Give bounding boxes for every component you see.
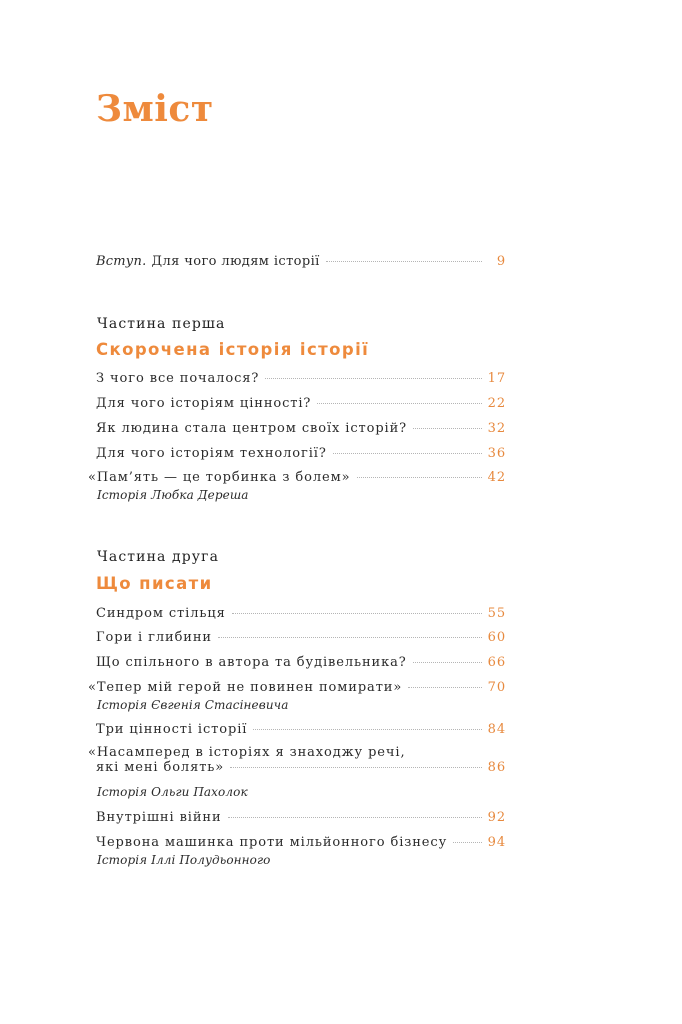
- toc-entry-title-line1: «Насамперед в історіях я знаходжу речі,: [88, 745, 406, 760]
- page-number: 60: [487, 630, 506, 645]
- toc-entry[interactable]: [88, 680, 506, 695]
- toc-entry[interactable]: [96, 606, 506, 621]
- dot-leader: [218, 637, 482, 638]
- page-number: 92: [487, 810, 506, 825]
- dot-leader: [413, 428, 482, 429]
- toc-entry-author: Історія Євгенія Стасіневича: [97, 698, 289, 712]
- page-number: 17: [487, 371, 506, 386]
- toc-entry-title: Гори і глибини: [96, 630, 212, 645]
- page-number: 66: [487, 655, 506, 670]
- page-number: 84: [487, 722, 506, 737]
- dot-leader: [253, 729, 481, 730]
- toc-entry-title: Внутрішні війни: [96, 810, 222, 825]
- toc-entry-title: Як людина стала центром своїх історій?: [96, 421, 408, 436]
- toc-entry-author: Історія Ольги Пахолок: [97, 785, 248, 799]
- part-title: Скорочена історія історії: [96, 340, 370, 359]
- toc-entry[interactable]: [88, 470, 506, 485]
- toc-entry-title: З чого все почалося?: [96, 371, 260, 386]
- intro-rest: Для чого людям історії: [151, 254, 320, 269]
- toc-entry-title: Що спільного в автора та будівельника?: [96, 655, 407, 670]
- dot-leader: [228, 817, 482, 818]
- page-number: 55: [487, 606, 506, 621]
- dot-leader: [408, 687, 481, 688]
- toc-entry[interactable]: [96, 446, 506, 461]
- dot-leader: [357, 477, 482, 478]
- page-number: 42: [487, 470, 506, 485]
- toc-entry-title: «Пам’ять — це торбинка з болем»: [88, 470, 351, 485]
- toc-entry-title: [96, 254, 320, 269]
- dot-leader: [326, 261, 482, 262]
- dot-leader: [317, 403, 481, 404]
- toc-entry[interactable]: [96, 421, 506, 436]
- page-number: 70: [487, 680, 506, 695]
- toc-entry[interactable]: [96, 371, 506, 386]
- toc-entry[interactable]: [96, 835, 506, 850]
- dot-leader: [265, 378, 481, 379]
- toc-entry-title-line2: які мені болять»: [96, 760, 225, 775]
- dot-leader: [453, 842, 482, 843]
- toc-entry-title: Для чого історіям цінності?: [96, 396, 312, 411]
- page-number: 22: [487, 396, 506, 411]
- page-number: 32: [487, 421, 506, 436]
- toc-entry[interactable]: [96, 630, 506, 645]
- dot-leader: [232, 613, 482, 614]
- toc-entry-title: Для чого історіям технології?: [96, 446, 327, 461]
- page-number: 94: [487, 835, 506, 850]
- page-title: Зміст: [96, 88, 214, 130]
- toc-entry-author: Історія Любка Дереша: [97, 488, 249, 502]
- page-number: 36: [487, 446, 506, 461]
- toc-entry[interactable]: [96, 655, 506, 670]
- dot-leader: [333, 453, 482, 454]
- toc-entry[interactable]: [96, 810, 506, 825]
- page-number: 86: [487, 760, 506, 775]
- part-label: Частина перша: [97, 316, 226, 332]
- intro-lead: Вступ.: [96, 254, 147, 269]
- toc-entry-title: Синдром стільця: [96, 606, 226, 621]
- toc-entry-multiline[interactable]: [88, 745, 506, 775]
- toc-entry-title: Червона машинка проти мільйонного бізнесу: [96, 835, 448, 850]
- page-number: 9: [496, 254, 506, 269]
- dot-leader: [230, 767, 482, 768]
- toc-entry-author: Історія Іллі Полудьонного: [97, 853, 271, 867]
- toc-entry-intro[interactable]: [96, 254, 506, 269]
- toc-entry[interactable]: [96, 396, 506, 411]
- toc-entry-title: «Тепер мій герой не повинен помирати»: [88, 680, 403, 695]
- part-title: Що писати: [96, 574, 213, 593]
- toc-entry-title: Три цінності історії: [96, 722, 248, 737]
- toc-entry[interactable]: [96, 722, 506, 737]
- part-label: Частина друга: [97, 549, 220, 565]
- dot-leader: [413, 662, 482, 663]
